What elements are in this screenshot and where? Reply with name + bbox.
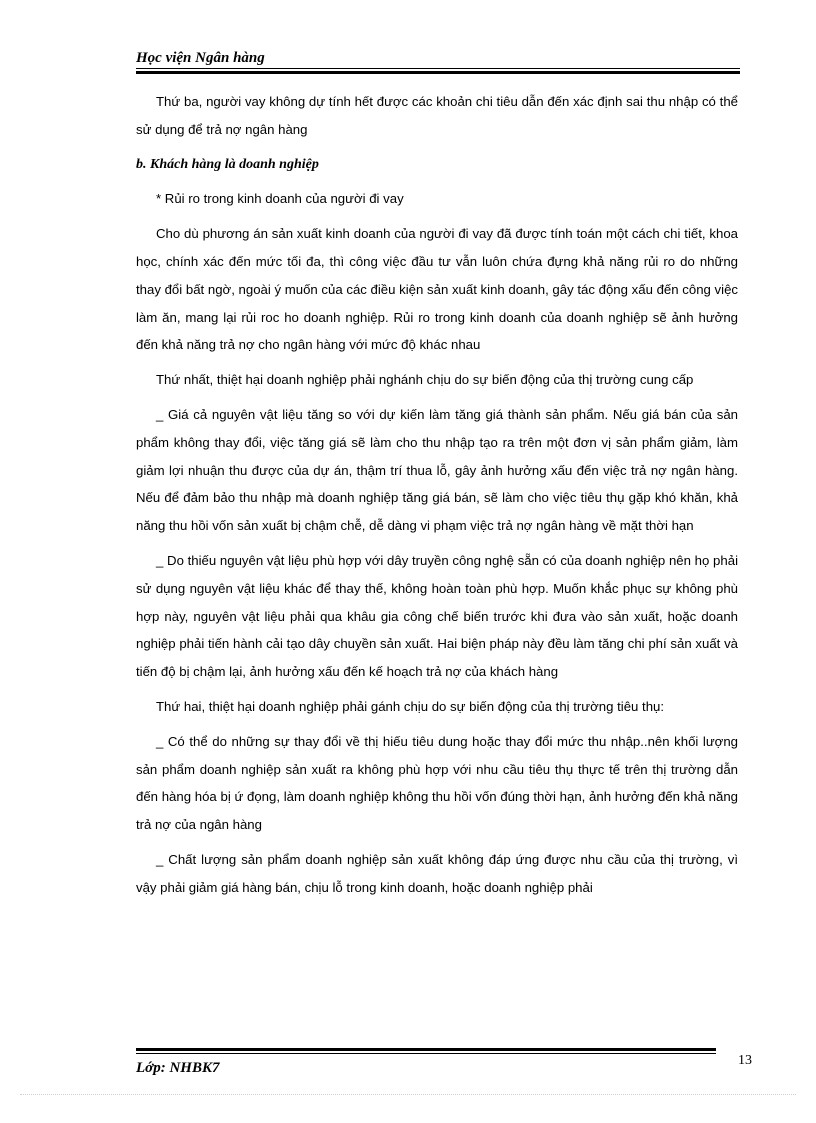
paragraph: Cho dù phương án sản xuất kinh doanh của người đi vay đã được tính toán một cách chi tiết, khoa học, chính xác đến mức tối đa, thì công việc đầu tư vẫn luôn chứa đựng khả năng rủi ro do những thay đổi bất ngờ, ngoài ý muốn của các điều kiện sản xuất kinh doanh, gây tác động xấu đến công việc làm ăn, mang lại rủi roc ho doanh nghiệp. Rủi ro trong kinh doanh của doanh nghiệp sẽ ảnh hưởng đến khả năng trả nợ cho ngân hàng với mức độ khác nhau	[136, 226, 738, 353]
footer-rule-thick	[136, 1048, 716, 1051]
bullet-paragraph: _ Do thiếu nguyên vật liệu phù hợp với dây truyền công nghệ sẵn có của doanh nghiệp nên họ phải sử dụng nguyên vật liệu khác để thay thế, không hoàn toàn phù hợp. Muốn khắc phục sự không phù hợp này, nguyên vật liệu phải qua khâu gia công chế biến trước khi đưa vào sản xuất, hoặc doanh nghiệp phải tiến hành cải tạo dây chuyền sản xuất. Hai biện pháp này đều làm tăng chi phí sản xuất và tiến độ bị chậm lại, ảnh hưởng xấu đến kế hoạch trả nợ của khách hàng	[136, 552, 738, 680]
page-edge-divider	[20, 1094, 796, 1095]
header-title: Học viện Ngân hàng	[136, 50, 265, 66]
paragraph: Thứ hai, thiệt hại doanh nghiệp phải gánh chịu do sự biến động của thị trường tiêu thụ:	[156, 698, 665, 714]
bullet-paragraph: _ Chất lượng sản phẩm doanh nghiệp sản xuất không đáp ứng được nhu cầu của thị trường, vì vậy phải giảm giá hàng bán, chịu lỗ trong kinh doanh, hoặc doanh nghiệp phải	[136, 851, 738, 895]
footer-class-label: Lớp: NHBK7	[136, 1060, 220, 1076]
bullet-paragraph: _ Giá cả nguyên vật liệu tăng so với dự kiến làm tăng giá thành sản phẩm. Nếu giá bán của sản phẩm không thay đổi, việc tăng giá sẽ làm cho thu nhập tạo ra trên một đơn vị sản phẩm giảm, làm giảm lợi nhuận thu được của dự án, thậm trí thua lỗ, gây ảnh hưởng xấu đến việc trả nợ ngân hàng. Nếu để đảm bảo thu nhập mà doanh nghiệp tăng giá bán, sẽ làm cho việc tiêu thụ gặp khó khăn, khả năng thu hồi vốn sản xuất bị chậm chễ, dễ dàng vi phạm việc trả nợ ngân hàng về mặt thời hạn	[136, 406, 738, 534]
body-text	[136, 88, 738, 909]
header-rule-thin	[136, 68, 740, 69]
paragraph: Thứ ba, người vay không dự tính hết được các khoản chi tiêu dẫn đến xác định sai thu nhập có thể sử dụng để trả nợ ngân hàng	[136, 94, 738, 137]
footer-rule-thin	[136, 1053, 716, 1054]
paragraph: Thứ nhất, thiệt hại doanh nghiệp phải nghánh chịu do sự biến động của thị trường cung cấp	[156, 372, 694, 388]
subheading: * Rủi ro trong kinh doanh của người đi vay	[156, 191, 404, 207]
section-heading: b. Khách hàng là doanh nghiệp	[136, 156, 319, 172]
page-number: 13	[738, 1053, 752, 1068]
bullet-paragraph: _ Có thể do những sự thay đổi về thị hiếu tiêu dung hoặc thay đổi mức thu nhập..nên khối lượng sản phẩm doanh nghiệp sản xuất ra không phù hợp với nhu cầu tiêu thụ thực tế trên thị trường dẫn đến hàng hóa bị ứ đọng, làm doanh nghiệp không thu hồi vốn đúng thời hạn, ảnh hưởng đến khả năng trả nợ của ngân hàng	[136, 733, 738, 833]
header-rule-thick	[136, 71, 740, 74]
